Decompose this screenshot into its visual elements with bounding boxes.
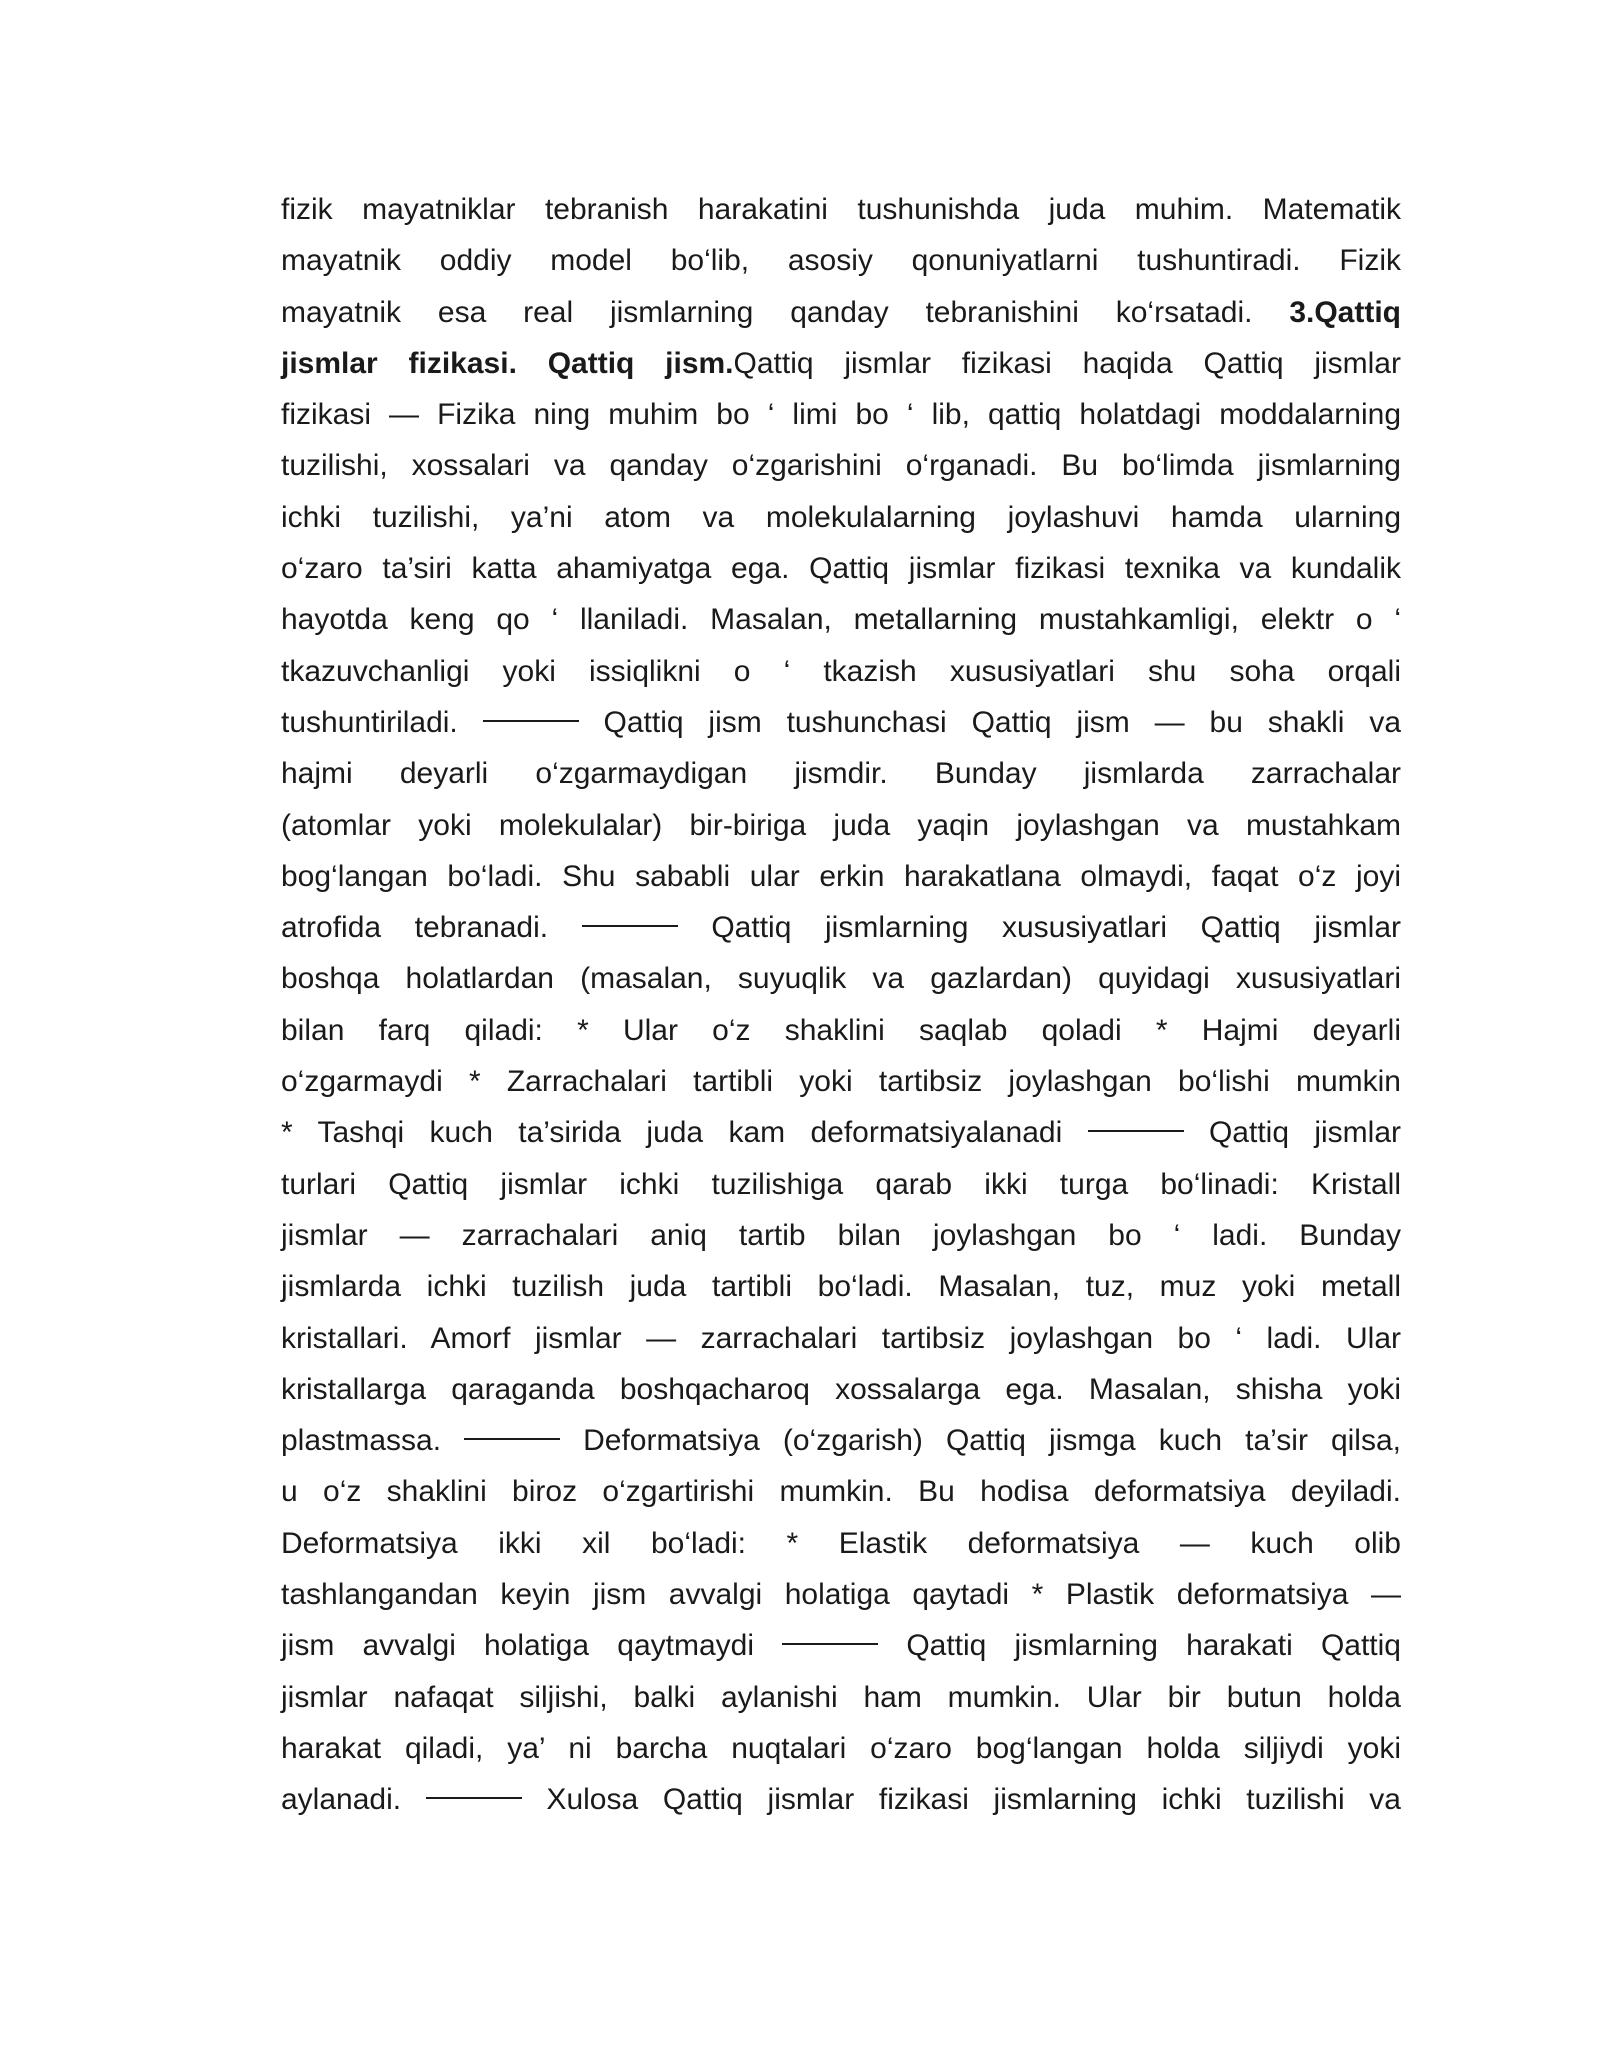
text-run: mayatnik esa real jismlarning qanday tebranishini ko‘rsatadi. [281, 295, 1290, 329]
text-line [281, 800, 1401, 851]
text-run: ichki tuzilishi, ya’ni atom va molekulalarning joylashuvi hamda ularning [281, 500, 1401, 534]
text-line [281, 902, 1401, 953]
text-run: jismlarda ichki tuzilish juda tartibli bo‘ladi. Masalan, tuz, muz yoki metall [281, 1270, 1401, 1304]
body-text [281, 184, 1401, 1826]
text-run: harakat qiladi, ya’ ni barcha nuqtalari o‘zaro bog‘langan holda siljiydi yoki [281, 1731, 1401, 1765]
text-line [281, 851, 1401, 902]
text-line [281, 1415, 1401, 1466]
text-run: u o‘z shaklini biroz o‘zgartirishi mumkin. Bu hodisa deformatsiya deyiladi. [281, 1475, 1401, 1509]
text-run: tushuntiriladi. [281, 705, 483, 739]
text-line [281, 1107, 1401, 1158]
bold-text: jismlar fizikasi. Qattiq jism. [281, 346, 734, 380]
text-run: fizikasi — Fizika ning muhim bo ‘ limi bo ‘ lib, qattiq holatdagi moddalarning [281, 398, 1401, 432]
text-line [281, 1261, 1401, 1312]
text-line [281, 953, 1401, 1004]
horizontal-rule [582, 925, 678, 927]
text-line [281, 1569, 1401, 1620]
text-run: kristallari. Amorf jismlar — zarrachalari tartibsiz joylashgan bo ‘ ladi. Ular [281, 1321, 1401, 1355]
text-run: kristallarga qaraganda boshqacharoq xossalarga ega. Masalan, shisha yoki [281, 1372, 1401, 1406]
text-run: hayotda keng qo ‘ llaniladi. Masalan, metallarning mustahkamligi, elektr o ‘ [281, 603, 1401, 637]
text-line [281, 1056, 1401, 1107]
text-run: tashlangandan keyin jism avvalgi holatiga qaytadi * Plastik deformatsiya — [281, 1578, 1401, 1612]
text-run: Qattiq jismlar fizikasi haqida Qattiq jismlar [733, 346, 1401, 380]
text-line [281, 1210, 1401, 1261]
horizontal-rule [1088, 1130, 1184, 1132]
text-run: o‘zaro ta’siri katta ahamiyatga ega. Qattiq jismlar fizikasi texnika va kundalik [281, 552, 1401, 586]
text-run: atrofida tebranadi. [281, 911, 582, 945]
horizontal-rule [426, 1797, 522, 1799]
text-run: boshqa holatlardan (masalan, suyuqlik va gazlardan) quyidagi xususiyatlari [281, 962, 1401, 996]
text-run: turlari Qattiq jismlar ichki tuzilishiga qarab ikki turga bo‘linadi: Kristall [281, 1167, 1401, 1201]
text-run: plastmassa. [281, 1424, 465, 1458]
text-line [281, 1774, 1401, 1825]
text-run: * Tashqi kuch ta’sirida juda kam deformatsiyalanadi [281, 1116, 1088, 1150]
horizontal-rule [483, 720, 579, 722]
text-line [281, 338, 1401, 389]
text-line [281, 235, 1401, 286]
text-run: Qattiq jismlarning xususiyatlari Qattiq jismlar [677, 911, 1401, 945]
text-run: bog‘langan bo‘ladi. Shu sababli ular erkin harakatlana olmaydi, faqat o‘z joyi [281, 859, 1401, 893]
text-line [281, 389, 1401, 440]
text-line [281, 594, 1401, 645]
text-run: Qattiq jism tushunchasi Qattiq jism — bu shakli va [578, 705, 1402, 739]
text-line [281, 748, 1401, 799]
text-run: Xulosa Qattiq jismlar fizikasi jismlarning ichki tuzilishi va [521, 1783, 1401, 1817]
text-run: bilan farq qiladi: * Ular o‘z shaklini saqlab qoladi * Hajmi deyarli [281, 1013, 1401, 1047]
text-run: jismlar nafaqat siljishi, balki aylanishi ham mumkin. Ular bir butun holda [281, 1680, 1401, 1714]
text-run: (atomlar yoki molekulalar) bir-biriga juda yaqin joylashgan va mustahkam [281, 808, 1401, 842]
text-line [281, 287, 1401, 338]
horizontal-rule [782, 1643, 878, 1645]
text-line [281, 1466, 1401, 1517]
text-line [281, 1159, 1401, 1210]
text-line [281, 1005, 1401, 1056]
horizontal-rule [464, 1438, 560, 1440]
text-line [281, 1313, 1401, 1364]
text-line [281, 184, 1401, 235]
text-line [281, 1723, 1401, 1774]
bold-text: 3.Qattiq [1289, 295, 1401, 329]
text-line [281, 1364, 1401, 1415]
text-line [281, 440, 1401, 491]
text-run: Deformatsiya (o‘zgarish) Qattiq jismga kuch ta’sir qilsa, [560, 1424, 1401, 1458]
text-run: jismlar — zarrachalari aniq tartib bilan joylashgan bo ‘ ladi. Bunday [281, 1218, 1401, 1252]
text-line [281, 646, 1401, 697]
text-line [281, 1672, 1401, 1723]
text-run: tuzilishi, xossalari va qanday o‘zgarishini o‘rganadi. Bu bo‘limda jismlarning [281, 449, 1401, 483]
text-run: Qattiq jismlarning harakati Qattiq [878, 1629, 1401, 1663]
text-run: o‘zgarmaydi * Zarrachalari tartibli yoki tartibsiz joylashgan bo‘lishi mumkin [281, 1065, 1401, 1099]
text-run: Qattiq jismlar [1183, 1116, 1401, 1150]
text-line [281, 543, 1401, 594]
text-line [281, 1620, 1401, 1671]
text-run: tkazuvchanligi yoki issiqlikni o ‘ tkazish xususiyatlari shu soha orqali [281, 654, 1401, 688]
text-run: jism avvalgi holatiga qaytmaydi [281, 1629, 783, 1663]
text-line [281, 1518, 1401, 1569]
text-run: mayatnik oddiy model bo‘lib, asosiy qonuniyatlarni tushuntiradi. Fizik [281, 244, 1401, 278]
text-run: fizik mayatniklar tebranish harakatini tushunishda juda muhim. Matematik [281, 193, 1401, 226]
text-run: Deformatsiya ikki xil bo‘ladi: * Elastik deformatsiya — kuch olib [281, 1526, 1401, 1560]
text-run: hajmi deyarli o‘zgarmaydigan jismdir. Bunday jismlarda zarrachalar [281, 757, 1401, 791]
text-run: aylanadi. [281, 1783, 426, 1817]
text-line [281, 492, 1401, 543]
text-line [281, 697, 1401, 748]
